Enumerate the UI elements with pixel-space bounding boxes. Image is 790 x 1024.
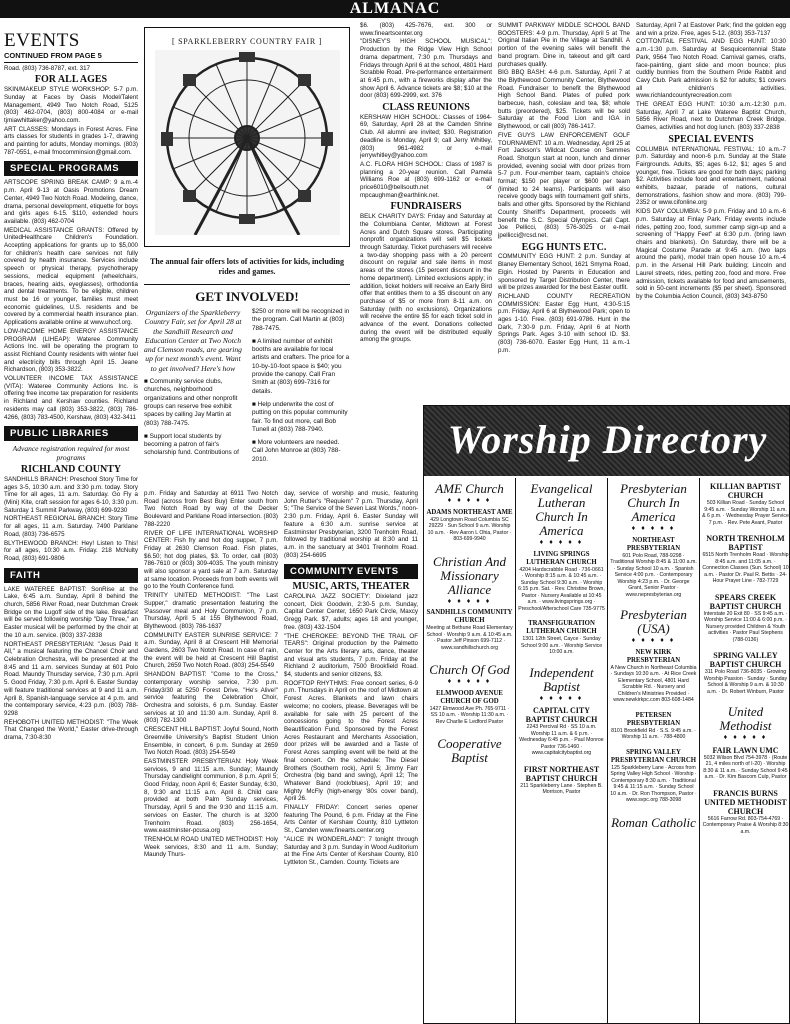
church-info: 4204 Hardscrabble Road · 736-0661 · Worship 8:15 a.m. & 10:45 a.m. · Sunday School 9:30 a.m. · Worship 6:15 p.m. Sat. · Rev. Christine Brown, Pastor · Nursery Available at 10:45 a.m. · www.livingsprings.org · Preschool/Afterschool Care 735-9775	[518, 566, 605, 612]
listing-great-egg-hunt: THE GREAT EGG HUNT: 10:30 a.m.-12:30 p.m. Saturday, April 7 at Lake Wateree Baptist Church, 5856 River Road, next to Dutchman Creek Bridge. Games, activities and hot dog lunch. (803) 337-2838	[636, 101, 786, 132]
denomination-ame: AME Church	[435, 482, 504, 496]
church-transfiguration: TRANSFIGURATION LUTHERAN CHURCH	[526, 620, 597, 635]
worship-title: Worship Directory	[447, 417, 768, 462]
reunions-column	[360, 22, 492, 402]
denomination-independent-baptist: Independent Baptist	[529, 664, 594, 694]
listing-cherokee: "THE CHEROKEE: BEYOND THE TRAIL OF TEARS": Original production by the Palmetto Center for the Arts literary arts, dance, theater and visual arts students, 7 p.m. Friday at the Richland 2 auditorium, 7500 Brookfield Road. $4, students and senior citizens, $3.	[284, 632, 418, 679]
fair-bullet-underwrite: ■ Help underwrite the cost of putting on this popular community fair. To find out more, call Bob Tunell at (803) 788-7940.	[252, 400, 348, 433]
listing-cottontail: COTTONTAIL FESTIVAL AND EGG HUNT: 10:30 a.m.-1:30 p.m. Saturday at Sesquicentennial State Park, 9564 Two Notch Road. Carnival games, crafts, face-painting, giant slide and moon bounce; plus cuddly bunnies from the Southern Pride Rabbit and Cavy Club. Park admission is $2 for adults; $1 covers all children's activities. www.richlandcountyrecreation.com	[636, 38, 786, 100]
listing-easter-sunrise: COMMUNITY EASTER SUNRISE SERVICE: 7 a.m. Sunday, April 8 at Crescent Hill Memorial Gardens, 2603 Two Notch Road. In case of rain, the event will be held at Crescent Hill Baptist Church, 2659 Two Notch Road. (803) 254-5549	[144, 631, 278, 670]
fair-bullet-patron-cont: $250 or more will be recognized in the program. Call Martin at (803) 788-7475.	[252, 308, 350, 332]
fair-photo-frame	[144, 27, 350, 247]
egg-hunts-column	[498, 22, 630, 402]
church-info: 503 Killian Road · Sunday School 9:45 a.m. · Sunday Worship 11 a.m. & 6 p.m. · Wednesday Prayer Service 7 p.m. · Rev. Pete Avant, Pastor	[702, 500, 789, 526]
listing-artscope: ARTSCOPE SPRING BREAK CAMP: 9 a.m.-4 p.m. April 9-13 at Oasis Promotions Dream Center, 4949 Two Notch Road. Modeling, dance, drama, personal development, etiquette for boys and girls ages 6-15. $110, extended hours available. (803) 462-0704	[4, 179, 138, 225]
listing-northeast-presbyterian: NORTHEAST PRESBYTERIAN: "Jesus Paid It All," a musical featuring the Chancel Choir and Celebration Orchestra, will be presented at the 8:45 and 11 a.m. services Sunday at 601 Polo Road. Maundy Thursday service, 7:30 p.m. April 5. Good Friday, 7:30 p.m. April 6. Easter Sunday will feature traditional services at 9 and 11 a.m. April 8, Spanish-language service at 4 p.m. and the contemporary service, 4:23 p.m. (803) 788-9298	[4, 640, 138, 717]
listing-crescent-hill: CRESCENT HILL BAPTIST: Joyful Sound, North Greenville University's Baptist Student Union Ensemble, in concert, 6 p.m. Sunday at 2659 Two Notch Road. (803) 254-5549	[144, 726, 278, 757]
church-northeast-presbyterian: NORTHEAST PRESBYTERIAN	[626, 536, 681, 552]
fair-bullet-community: ■ Community service clubs, churches, neighborhood organizations and other nonprofit groups can reserve free exhibit spaces by calling Jay Martin at (803) 788-7475.	[144, 378, 238, 427]
listing-community-egg-hunt: COMMUNITY EGG HUNT: 2 p.m. Sunday at Blaney Elementary School, 1621 Smyrna Road, Elgin. Hosted by Parents in Education and sponsored by Target Distribution Center, there will be prizes awarded for the best Easter outfit.	[498, 253, 630, 292]
listing-finally-friday: FINALLY FRIDAY: Concert series opener featuring The Pound, 6 p.m. Friday at the Fine Arts Center of Kershaw County, 810 Lyttleton St., Camden www.finearts.center.org	[284, 804, 418, 835]
church-killian-baptist: KILLIAN BAPTIST CHURCH	[710, 482, 781, 500]
denomination-roman-catholic: Roman Catholic	[611, 814, 696, 830]
get-involved-heading: GET INVOLVED!	[144, 284, 350, 305]
church-info: 8101 Brookfield Rd · S.S. 9:45 a.m. · Worship 11 a.m. · 788-4800	[611, 727, 696, 740]
listing-ac-flora: A.C. FLORA HIGH SCHOOL: Class of 1987 is planning a 20-year reunion. Call Pamela Williams Roe at (803) 699-1162 or e-mail price6010@bellsouth.net or mpcaughman@earthlink.net.	[360, 160, 492, 199]
listing-river-of-life: RIVER OF LIFE INTERNATIONAL WORSHIP CENTER: Fish fry and hot dog supper, 7 p.m. Friday at 2630 Clemson Road. Fish plates, $6.50; hot dog plates, $3. To order, call (803) 786-7610 or (803) 309-4035. The youth ministry will also sponsor a yard sale at 7 a.m. Saturday at same location. Proceeds from both events will go to the Youth Conference fund.	[144, 529, 278, 591]
fair-intro: Organizers of the Sparkleberry Country Fair, set for April 28 at the Sandhill Research and Education Center at Two Notch and Clemson roads, are gearing up for next month's event. Want to get involved? Here's how	[144, 308, 242, 373]
listing-kids-day: KIDS DAY COLUMBIA: 5-9 p.m. Friday and 10 a.m.-6 p.m. Saturday at Finlay Park. Friday events include rides, petting zoo, food, summer camp sign-up and a screening of "Happy Feet" at 6:30 p.m. (bring lawn chairs and blankets). On Saturday, there will be a Magical Costume Parade at 9:45 a.m. (two laps around the park), model train open house 10 a.m.-4 p.m. in the Arsenal Hill Park building; Lincoln and Laurel streets, rides, petting zoo, food and more. Free admission, tickets available for food and amusements, sold in 50-cent increments ($5 per sheet). Sponsored by the Columbia Action Council, (803) 343-8750	[636, 208, 786, 300]
listing-golf-tournament: FIVE GUYS LAW ENFORCEMENT GOLF TOURNAMENT: 10 a.m. Wednesday, April 25 at Fort Jackson's Wildcat Course on Semmes Road. Shotgun start at noon, lunch and dinner provided, evening social with door prizes from 5-7 p.m. Four-member team, captain's choice format; $150 per player or $600 per team (limited to 24 teams). Participants will also receive goody bags with tournament golf shirts, balls and other gifts. Sponsored by the Richland County Sheriff's Department, proceeds will benefit the S.C. Special Olympics. Call Capt. Joe Pellicci, (803) 576-3025 or e-mail jpellicci@rcsd.net.	[498, 131, 630, 239]
church-spears-creek: SPEARS CREEK BAPTIST CHURCH	[709, 592, 782, 611]
church-first-northeast: FIRST NORTHEAST BAPTIST CHURCH	[523, 764, 600, 783]
diamond-divider-icon: ♦ ♦ ♦ ♦ ♦	[631, 637, 676, 644]
listing-kershaw-high: KERSHAW HIGH SCHOOL: Classes of 1964-69, Saturday, April 28 at the Camden Shrine Club. All alumni are invited; $30. Registration deadline is Monday, April 9; call Jerry Whitley, (803) 961-4982 or e-mail jerrywhitley@yahoo.com	[360, 113, 492, 160]
church-info: 1427 Elmwood Ave Ph. 765-9711 · SS 10 a.m. · Worship 11:30 a.m. · Rev Charlie E Ledford Pastor	[429, 705, 510, 725]
church-info: 2243 Percival Rd · SS 10 a.m. Worship 11 a.m. & 6 p.m. · Wednesday 6:45 p.m. · Paul Monroe Pastor 736-1460 · www.capitalcitybaptist.org	[519, 724, 604, 756]
church-spring-valley-presbyterian: SPRING VALLEY PRESBYTERIAN CHURCH	[610, 748, 697, 764]
community-events-bar: COMMUNITY EVENTS	[284, 564, 418, 579]
church-francis-burns: FRANCIS BURNS UNITED METHODIST CHURCH	[704, 788, 787, 816]
listing-big-bbq-bash: BIG BBQ BASH: 4-6 p.m. Saturday, April 7 at the Blythewood Community Center, Blythewood Road. Fundraiser to benefit the Blythewood High School Band. Plates of pulled pork barbecue, hash, coleslaw and tea, $8; whole butts (preordered), $25. Tickets will be sold Saturday at the Food Lion and IGA in Blythewood, or call (803) 786-1417.	[498, 69, 630, 131]
community-events-column	[284, 490, 418, 1024]
diamond-divider-icon: ♦ ♦ ♦ ♦ ♦	[447, 597, 492, 605]
denomination-church-of-god: Church Of God	[429, 662, 510, 677]
diamond-divider-icon: ♦ ♦ ♦ ♦ ♦	[447, 678, 492, 685]
fair-bullet-students: ■ Support local students by becoming a patron of fair's scholarship fund. Contributions of	[144, 432, 239, 457]
listing-belk-charity: BELK CHARITY DAYS: Friday and Saturday at the Columbiana Center, Midtown at Forest Acres and Dutch Square stores. Participating nonprofit organizations will sell $5 tickets through Saturday. Ticket purchasers will receive a two-day shopping pass with a 20 percent discount on regular and sale items in most areas of the stores (15 percent discount in the home department). Limited exclusions apply; in addition, ticket holders will receive an Early Bird offer that entitles them to a $5 discount on any purchase of $5 or more from 8-11 a.m. on Saturday (with no exclusions). Organizations will receive the entire $5 for each ticket sold in advance of the event. Donations collected during the event will be distributed equally among the groups.	[360, 213, 492, 344]
carryover-text: Road. (803) 736-8787, ext. 317	[4, 64, 90, 72]
column-rule	[699, 478, 700, 1024]
for-all-ages-heading: FOR ALL AGES	[34, 74, 108, 86]
church-info: 211 Sparkleberry Lane · Stephen B. Morrison, Pastor	[520, 782, 603, 795]
listing-skin-makeup: SKIN/MAKEUP STYLE WORKSHOP: 5-7 p.m. Sunday at Faces by Oasis Model/Talent Management, 4949 Two Notch Road, 5125 (803) 462-0704, (803) 800-4084 or e-mail tjmiawhittaker@yahoo.com.	[4, 86, 138, 124]
listing-alice-cont: $6. (803) 425-7676, ext. 300 or www.fineartscenter.org	[360, 22, 492, 37]
church-info: 6515 North Trenholm Road · Worship 8:45 a.m. and 11:05 a.m. · Connection Classes (Sun. School) 10 a.m. · Pastor Dr. Paul R. Bettis · 24-Hour Prayer Line - 782-7729	[702, 552, 789, 584]
fair-bullet-booths: ■ A limited number of exhibit booths are available for local artists and crafters. The price for a 10-by-10-foot space is $40; you provide the canopy. Call Fran Smith at (803) 699-7316 for details.	[252, 337, 350, 395]
church-elmwood-avenue: ELMWOOD AVENUE CHURCH OF GOD	[436, 689, 503, 705]
fundraisers-heading: FUNDRAISERS	[390, 201, 462, 213]
denomination-cooperative-baptist: Cooperative Baptist	[437, 736, 502, 765]
listing-alice: "ALICE IN WONDERLAND": 7 tonight through Saturday and 3 p.m. Sunday in Wood Auditorium at the Fine Arts Center of Kershaw County, 810 Lyttleton St., Camden. County. Tickets are	[284, 835, 418, 866]
church-info: 429 Longtown Road Columbia SC 29229 · Sun School 9 a.m. Worship 10 a.m. · Rev Aaron L Ohia, Pastor · 803-699-9940	[427, 516, 512, 542]
listing-northeast-branch: NORTHEAST REGIONAL BRANCH: Story Time for all ages, 11 a.m. Saturday. 7490 Parklane Road, (803) 736-6575	[4, 515, 138, 538]
music-arts-heading: MUSIC, ARTS, THEATER	[292, 581, 410, 593]
listing-blythewood-branch: BLYTHEWOOD BRANCH: Hey! Listen to This! for all ages, 10:30 a.m. Friday. 218 McNulty Road, (803) 691-9806	[4, 539, 138, 562]
section-title: ALMANAC	[349, 0, 441, 17]
advance-registration-note: Advance registration required for most programs	[12, 444, 130, 463]
church-info: 311 Polo Road 736-8035 · Growing Worship Passion · Sunday · Sunday School & Worship 9 a.m. & 10:30 a.m. · Dr. Robert Winburn, Pastor	[703, 669, 788, 695]
egg-hunts-heading: EGG HUNTS ETC.	[521, 241, 607, 253]
fair-left-column	[144, 308, 242, 463]
special-events-heading: SPECIAL EVENTS	[668, 133, 754, 145]
listing-lake-wateree: LAKE WATEREE BAPTIST: SonRise at the Lake, 6:45 a.m. Sunday, April 8 behind the church, 5856 River Road, near Dutchman Creek Bridge on the Lugoff side of the lake. Breakfast will be served following worship "Day Three," an Easter musical will be performed by the choir at the 10 a.m. service. (803) 337-2838	[4, 585, 138, 639]
section-header-band	[0, 0, 790, 18]
diamond-divider-icon: ♦ ♦ ♦ ♦ ♦	[539, 539, 584, 546]
denomination-ccma: Christian And Missionary Alliance	[432, 553, 507, 597]
church-info: 1301 12th Street, Cayce · Sunday School 9:00 a.m. · Worship Service 10:00 a.m.	[520, 636, 603, 655]
church-petersen: PETERSEN PRESBYTERIAN	[626, 711, 681, 727]
listing-jazz-society: CAROLINA JAZZ SOCIETY: Dixieland jazz concert, Dick Goodwin, 2:30-5 p.m. Sunday, Capital Center Center, 1650 Park Circle, Maxcy Gregg Park. $7, adults; ages 18 and younger, free. (803) 432-1504	[284, 593, 418, 631]
class-reunions-heading: CLASS REUNIONS	[382, 102, 470, 114]
listing-rehoboth-cont: p.m. Friday and Saturday at 6911 Two Notch Road (across from Best Buy) Enter south from Two Notch Road by way of the Decker Boulevard and Parklane Road intersection. (803) 788-2220	[144, 490, 278, 528]
events-column	[4, 30, 138, 1024]
special-events-column	[636, 22, 786, 402]
church-info: Interstate 20 Exit 80 · SS 9:45 a.m. · Worship Service 11:00 & 6:00 p.m. · Nursery provided Children & Youth activities · Pastor Paul Stephens (788-0136)	[703, 610, 788, 643]
continued-line: CONTINUED FROM PAGE 5	[4, 52, 138, 63]
church-new-kirk: NEW KIRK PRESBYTERIAN	[626, 648, 681, 664]
fair-heading: [ SPARKLEBERRY COUNTRY FAIR ]	[172, 37, 322, 46]
diamond-divider-icon: ♦ ♦ ♦ ♦ ♦	[631, 525, 676, 532]
fair-right-column	[252, 308, 350, 469]
church-adams-northeast: ADAMS NORTHEAST AME	[426, 508, 513, 516]
worship-col-a	[426, 482, 513, 1022]
fair-bullet-volunteers: ■ More volunteers are needed. Call John Monroe at (803) 788-2010.	[252, 439, 341, 463]
listing-trenholm-road: TRENHOLM ROAD UNITED METHODIST: Holy Week services, 8:30 and 11 a.m. Sunday; Maundy Thurs-	[144, 835, 278, 859]
listing-international-festival: COLUMBIA INTERNATIONAL FESTIVAL: 10 a.m.-7 p.m. Saturday and noon-6 p.m. Sunday at the State Fairgrounds. Adults, $5; ages 6-12, $1; ages 5 and younger, free. Tickets are good for both days; parking $2. Activities include food and entertainment, national exhibits, bazaar, parade of nations, cultural demonstrations, fashion show and more. (803) 799-2352 or www.cifonline.org	[636, 145, 786, 207]
church-info: 5616 Farrow Rd. 803-754-4769 · Contemporary Praise & Worship 8:30 a.m.	[702, 815, 789, 835]
listing-art-classes: ART CLASSES: Mondays in Forest Acres. Fine arts classes for students in grades 1-7, drawing and painting for adults, Monday mornings. (803) 787-0551, e-mail fmocomminsion@gmail.com.	[4, 125, 138, 156]
listing-liheap: LOW-INCOME HOME ENERGY ASSISTANCE PROGRAM (LIHEAP): Wateree Community Actions Inc. will be operating the program to assist Richland County residents with winter fuel and electricity bills through April 15. Jeane Richardson, (803) 353-3822.	[4, 327, 138, 374]
public-libraries-bar: PUBLIC LIBRARIES	[4, 426, 138, 441]
worship-col-c	[610, 482, 697, 1022]
church-info: 601 Polo Road, 788-9298 · Traditional Worship 8:45 & 11:00 a.m. · Sunday School 10 a.m. · Spanish Service 4:00 p.m. · Contemporary Worship 4:23 p.m. · Dr. George Grant, Senior Pastor · www.nepresbyterian.org	[610, 552, 697, 598]
worship-col-b	[518, 482, 605, 1022]
sparkleberry-fair-feature	[144, 27, 350, 484]
listing-medical-grants: MEDICAL ASSISTANCE GRANTS: Offered by UnitedHealthcare Children's Foundation. Accepting applications for grants up to $5,000 for children's health care services not fully covered by health insurance. Services include speech or physical therapy, psychotherapy sessions, medical equipment (wheelchairs, braces, hearing aids, eyeglasses), orthodontia and dental treatments. To be eligible, children must be 16 or younger, families must meet economic guidelines, U.S. residents and be covered by a commercial health insurance plan. Applications available online at www.uhccf.org.	[4, 226, 138, 327]
column-rule	[607, 478, 608, 1024]
events-heading: EVENTS	[4, 30, 80, 51]
denomination-united-methodist: United Methodist	[719, 704, 772, 733]
denomination-pcusa: Presbyterian (USA)	[620, 607, 687, 636]
church-fair-lawn: FAIR LAWN UMC	[712, 745, 779, 755]
listing-sandhills-branch: SANDHILLS BRANCH: Preschool Story Time for ages 3-5, 10:30 a.m. and 3:30 p.m. today. Story Time for all ages, 11 a.m. Saturday. Go Fly a (Mini) Kite, craft session for ages 6-10, 3:30 p.m. Saturday 1 Summit Parkway, (803) 699-9230	[4, 475, 138, 514]
church-north-trenholm: NORTH TRENHOLM BAPTIST	[706, 534, 785, 552]
church-info: 125 Sparkleberry Lane · Across from Spring Valley High School · Worship · Contemporary 8:30 a.m. · Traditional 9:45 & 11:15 a.m. · Sunday School 10 a.m. · Dr. Ron Thompson, Pastor · www.svpc.org 788-3098	[610, 764, 697, 803]
diamond-divider-icon: ♦ ♦ ♦ ♦ ♦	[723, 734, 768, 741]
listing-shandon-baptist: SHANDON BAPTIST: "Come to the Cross," contemporary worship service, 7:30 p.m. Friday3/30 at 5250 Forest Drive. "He's Alive!" service featuring the Celebration Choir, Orchestra and soloists, 6 p.m. Sunday. Easter services at 10 and 11:30 a.m. Sunday, April 8. (803) 782-1300	[144, 671, 278, 725]
listing-trinity-methodist: TRINITY UNITED METHODIST: "The Last Supper," dramatic presentation featuring the 'Passover meal and Holy Communion, 7 p.m. Thursday, April 5 at 155 Blythewood Road, Blythewood. (803) 786-1637	[144, 592, 278, 630]
church-info: Meeting at Bethune Road Elementary School · Worship 9 a.m. & 10:45 a.m. · Pastor Jeff Pinson 699-7112 · www.sandhillschurch.org	[426, 625, 513, 651]
worship-col-d	[702, 482, 789, 1022]
listing-high-school-musical: "DISNEY'S HIGH SCHOOL MUSICAL": Production by the Ridge View High School drama department, 7:30 p.m. Thursdays and Fridays through April 6 at the school, 4801 Hard Scrabble Road. Pre-performance entertainment at 6:45 p.m., with a fireworks display after the show April 6. Advance tickets are $8; $10 at the door (803) 699-2999, ext. 376	[360, 38, 492, 100]
church-spring-valley-baptist: SPRING VALLEY BAPTIST CHURCH	[709, 651, 782, 669]
ferris-wheel-photo	[155, 50, 340, 235]
church-info: 5032 Wilson Blvd 754-3978 · (Route 21, 4 miles north of I-20) · Worship 8:30 & 11 a.m. · Sunday School 9:45 a.m. · Dr. Kim Bascom Culp, Pastor	[703, 754, 788, 780]
denomination-elca: Evangelical Lutheran Church In America	[530, 482, 593, 538]
worship-directory-ad	[423, 405, 790, 1024]
listing-richland-recreation: RICHLAND COUNTY RECREATION COMMISSION: Easter Egg Hunt, 4:30-5:15 p.m. Friday, April 6 at Blythewood Park; open to ages 1-10. Free. (803) 691-9786. Hunt in the Dark, 7:30-9 p.m. Friday, April 6 at North Springs Park. Ages 3-10 with school ID. $3. (803) 736-6070. Easter Egg Hunt, 11 a.m.-1 p.m.	[498, 292, 630, 354]
faith-bar: FAITH	[4, 568, 138, 583]
diamond-divider-icon: ♦ ♦ ♦ ♦ ♦	[539, 694, 584, 702]
listing-vita: VOLUNTEER INCOME TAX ASSISTANCE (VITA): Wateree Community Actions Inc. is offering free income tax preparation for residents in Richland and Kershaw counties. Richland residents may call (803) 353-3822, (803) 786-4266, (803) 783-4500, Kershaw, (803) 432-3411	[4, 375, 138, 421]
special-programs-bar: SPECIAL PROGRAMS	[4, 161, 138, 176]
church-sandhills-community: SANDHILLS COMMUNITY CHURCH	[426, 609, 513, 624]
column-rule	[515, 478, 516, 1024]
fair-photo-caption: The annual fair offers lots of activities for kids, including rides and games.	[150, 257, 344, 276]
listing-summit-parkway: SUMMIT PARKWAY MIDDLE SCHOOL BAND BOOSTERS: 4-9 p.m. Thursday, April 5 at The Original Italian Pie in the Village at Sandhill. A portion of the evening sales will benefit the band program. Dine in, takeout and gift card purchases qualify.	[498, 22, 630, 68]
listing-eastminster: EASTMINSTER PRESBYTERIAN: Holy Week services, 9 and 11:15 a.m. Sunday; Maundy Thursday candlelight communion, 8 p.m. April 5; Good Friday, noon April 6; Easter Sunday, 6:30, 8, 9:30 and 11:15 a.m. April 8. Child care provided at both Palm Sunday services, Thursday, April 5 and the 9:30 and 11:15 a.m. services on Easter. The church is at 3200 Trenholm Road. (803) 256-1654, www.eastminster-pcusa.org	[144, 757, 278, 835]
listing-rehoboth: REHOBOTH UNITED METHODIST: "The Week That Changed the World," Easter drive-through drama, 7:30-8:30	[4, 718, 138, 742]
church-info: A New Church in Northeast Columbia · Sundays 10:30 a.m. · At Rice Creek Elementary School, 4801 Hard Scrabble Rd. · Nursery and Children's Ministries Provided · www.newkirkpc.com 803-608-1484	[610, 664, 697, 703]
listing-eastover-cont: Saturday, April 7 at Eastover Park; find the golden egg and win a prize. Free, ages 5-12. (803) 353-7137	[636, 22, 786, 37]
denomination-pca: Presbyterian Church In America	[620, 482, 687, 524]
listing-rooftop-rhythms: ROOFTOP RHYTHMS: Free concert series, 6-9 p.m. Thursdays in April on the roof of Midtown at Forest Acres. Blankets and lawn chairs welcome; no coolers, please. Beverages will be available for sale with 25 percent of the concessions going to the Forest Acres Beautification Fund. Sponsored by the Forest Acres Restaurant and Merchants Association, door prizes will be awarded and a Taste of Forest Acres sampling event will be held at the final concert. On the schedule: The Diesel Brothers (Southern rock), April 5; Jimmy Farr Orchestra (big band and swing), April 12; The Whatever Band (rock/blues), April 19; and Mighty McFly (high-energy '80s cover band), April 26.	[284, 679, 418, 803]
richland-county-heading: RICHLAND COUNTY	[20, 464, 122, 476]
church-capital-city: CAPITAL CITY BAPTIST CHURCH	[525, 706, 598, 724]
church-living-springs: LIVING SPRINGS LUTHERAN CHURCH	[526, 550, 597, 566]
faith-column-2	[144, 490, 278, 1024]
diamond-divider-icon: ♦ ♦ ♦ ♦ ♦	[447, 497, 492, 504]
listing-trenholm-cont: day, service of worship and music, featuring John Rutter's "Requiem" 7 p.m. Thursday, April 5; "The Service of the Seven Last Words," noon-2:30 p.m. Friday, April 6. Easter Sunday will feature a 6:30 a.m. sunrise service at Eastminster Presbyterian, 3200 Trenholm Road, followed by traditional worship at 8:30 and 11 a.m. in the sanctuary at 3401 Trenholm Road. (803) 254-6695	[284, 490, 418, 559]
